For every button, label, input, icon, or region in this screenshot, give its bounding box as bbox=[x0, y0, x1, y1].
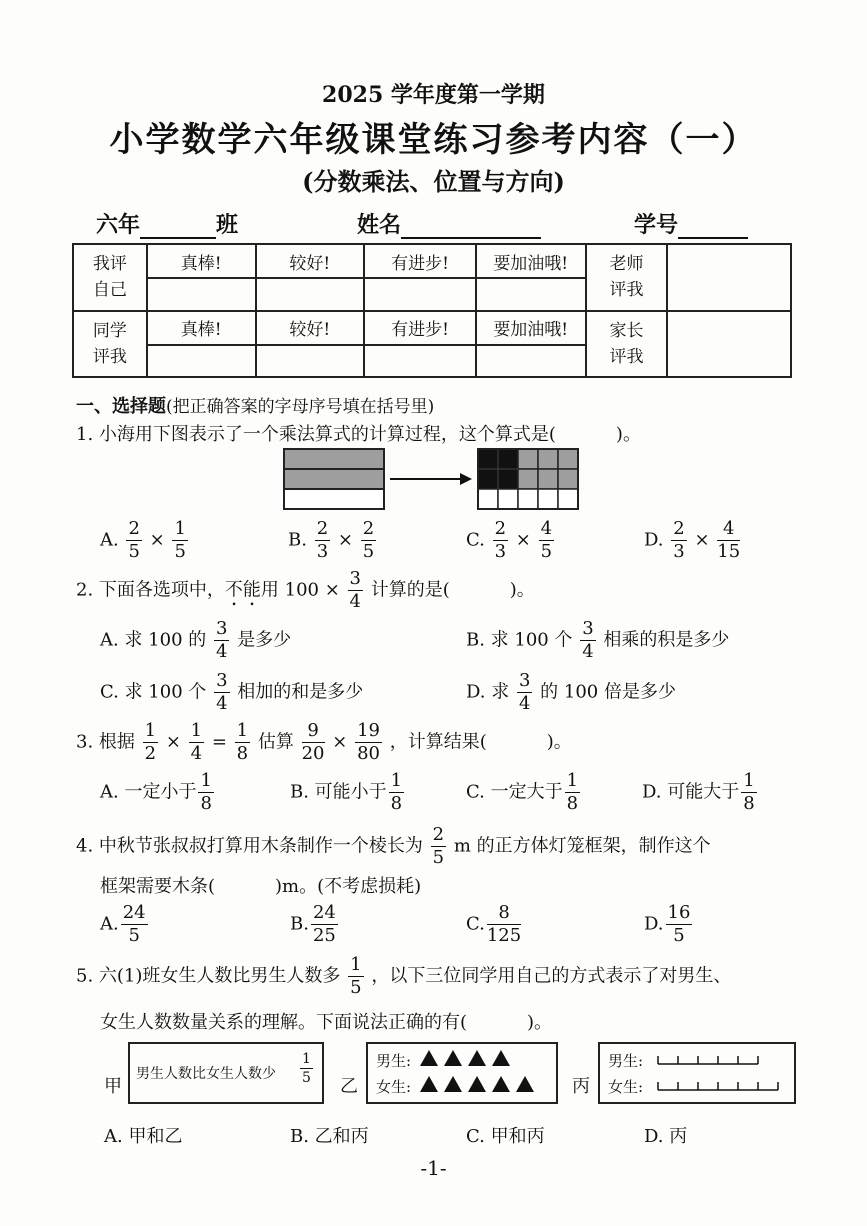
right-grid bbox=[478, 449, 578, 509]
q2-option-d[interactable] bbox=[466, 672, 676, 713]
q2-b-text1: B. 求 100 个 bbox=[466, 629, 573, 651]
name-field bbox=[357, 208, 541, 239]
q3-text-b: 估算 bbox=[257, 731, 294, 753]
self-eval-text: 我评 自己 bbox=[92, 254, 127, 301]
q1-text: 1. 小海用下图表示了一个乘法算式的计算过程，这个算式是( bbox=[76, 424, 556, 445]
self-check-3[interactable] bbox=[364, 278, 476, 311]
triangle-icon bbox=[420, 1050, 438, 1066]
year-term: 2025 学年度第一学期 bbox=[322, 82, 545, 108]
q4-b-label: B. bbox=[290, 913, 309, 935]
q2-b-frac: $\frac{3}{4}$ bbox=[582, 618, 594, 662]
q1-b-frac1: $\frac{2}{3}$ bbox=[316, 518, 329, 562]
question-3 bbox=[76, 722, 572, 763]
section-number: 一、选择题 bbox=[76, 396, 166, 417]
bing-girl-label: 女生: bbox=[608, 1078, 644, 1096]
girl-segment-bar bbox=[658, 1082, 778, 1090]
q3-frac4: $\frac{9}{20}$ bbox=[301, 720, 325, 764]
page-subtitle: (分数乘法、位置与方向) bbox=[302, 167, 565, 196]
q4-option-c[interactable] bbox=[466, 904, 523, 945]
q4-c-label: C. bbox=[466, 913, 485, 935]
peer-check-3[interactable] bbox=[364, 345, 476, 378]
q4-option-b[interactable] bbox=[290, 904, 340, 945]
q4-option-d[interactable] bbox=[644, 904, 694, 945]
q1-c-frac1: $\frac{2}{3}$ bbox=[494, 518, 507, 562]
q1-b-op: × bbox=[337, 529, 353, 551]
grade-label: 六年 bbox=[96, 212, 141, 238]
self-check-1[interactable] bbox=[147, 278, 256, 311]
teacher-eval-cell[interactable] bbox=[667, 244, 791, 311]
left-strip-1 bbox=[284, 449, 384, 469]
name-label: 姓名 bbox=[357, 212, 402, 238]
q1-c-frac2: $\frac{4}{5}$ bbox=[540, 518, 553, 562]
question-1 bbox=[76, 420, 641, 446]
q1-a-op: × bbox=[149, 529, 165, 551]
peer-level-1: 真棒! bbox=[147, 311, 256, 345]
q1-end: )。 bbox=[615, 424, 641, 445]
arrow-head bbox=[460, 473, 472, 485]
q1-a-frac2: $\frac{1}{5}$ bbox=[174, 518, 186, 562]
peer-level-4: 要加油哦! bbox=[476, 311, 586, 345]
bing-label: 丙 bbox=[572, 1076, 590, 1097]
q4-text-a: 4. 中秋节张叔叔打算用木条制作一个棱长为 bbox=[76, 835, 423, 857]
q3-a-text: A. 一定小于 bbox=[100, 781, 197, 803]
parent-eval-text: 家长 评我 bbox=[609, 320, 644, 367]
q3-end: )。 bbox=[546, 731, 572, 753]
q2-a-text2: 是多少 bbox=[237, 629, 292, 651]
q3-c-frac: $\frac{1}{8}$ bbox=[566, 770, 579, 814]
q3-frac1: $\frac{1}{2}$ bbox=[144, 720, 157, 764]
yi-boy-label: 男生: bbox=[376, 1052, 412, 1070]
boy-segment-bar bbox=[658, 1056, 758, 1064]
q3-b-frac: $\frac{1}{8}$ bbox=[390, 770, 403, 814]
q2-text-a: 2. 下面各选项中， bbox=[76, 579, 225, 601]
q3-option-a[interactable] bbox=[100, 772, 216, 813]
q3-c-text: C. 一定大于 bbox=[466, 781, 563, 803]
triangle-icon bbox=[516, 1076, 534, 1092]
self-check-4[interactable] bbox=[476, 278, 586, 311]
peer-check-4[interactable] bbox=[476, 345, 586, 378]
q5-option-b[interactable]: B. 乙和丙 bbox=[290, 1126, 369, 1147]
q2-a-frac: $\frac{3}{4}$ bbox=[215, 618, 228, 662]
peer-level-2: 较好! bbox=[256, 311, 365, 345]
q2-a-text1: A. 求 100 的 bbox=[100, 629, 207, 651]
q4-b-frac: $\frac{24}{25}$ bbox=[312, 902, 336, 946]
bing-box bbox=[598, 1042, 796, 1104]
class-label: 班 bbox=[216, 212, 239, 238]
question-5-line2 bbox=[100, 1008, 552, 1034]
q3-frac5: $\frac{19}{80}$ bbox=[357, 720, 380, 764]
jia-frac: $\frac{1}{5}$ bbox=[302, 1051, 311, 1086]
q3-eq: = bbox=[211, 731, 227, 753]
id-label: 学号 bbox=[634, 212, 679, 238]
q1-d-frac2: $\frac{4}{15}$ bbox=[717, 518, 741, 562]
q1-d-frac1: $\frac{2}{3}$ bbox=[673, 518, 685, 562]
yi-girl-label: 女生: bbox=[376, 1078, 412, 1096]
triangle-icon bbox=[468, 1076, 486, 1092]
yi-girl-row bbox=[376, 1076, 540, 1097]
q4-a-frac: $\frac{24}{5}$ bbox=[122, 902, 146, 946]
q2-b-text2: 相乘的积是多少 bbox=[603, 629, 730, 651]
grade-field bbox=[96, 208, 238, 239]
yi-label: 乙 bbox=[340, 1076, 358, 1097]
q3-text-a: 3. 根据 bbox=[76, 731, 135, 753]
q2-d-text1: D. 求 bbox=[466, 681, 510, 703]
yi-boy-triangles bbox=[420, 1052, 516, 1070]
q1-d-op: × bbox=[694, 529, 710, 551]
bing-boy-label: 男生: bbox=[608, 1052, 644, 1070]
q3-frac3: $\frac{1}{8}$ bbox=[236, 720, 249, 764]
peer-check-1[interactable] bbox=[147, 345, 256, 378]
q5-text-b: ，以下三位同学用自己的方式表示了对男生、 bbox=[371, 965, 732, 987]
peer-level-3: 有进步! bbox=[364, 311, 476, 345]
peer-eval-text: 同学 评我 bbox=[92, 320, 127, 367]
q2-d-text2: 的 100 倍是多少 bbox=[540, 681, 676, 703]
self-check-2[interactable] bbox=[256, 278, 365, 311]
q5-line2-b: )。 bbox=[527, 1012, 553, 1033]
q2-option-a[interactable] bbox=[100, 620, 291, 661]
q3-option-b[interactable] bbox=[290, 772, 406, 813]
q2-text-d: 计算的是( bbox=[370, 579, 450, 601]
q3-frac2: $\frac{1}{4}$ bbox=[190, 720, 203, 764]
section-instruction: (把正确答案的字母序号填在括号里) bbox=[166, 397, 435, 417]
id-field bbox=[634, 208, 748, 239]
q4-d-frac: $\frac{16}{5}$ bbox=[667, 902, 691, 946]
question-4 bbox=[76, 826, 711, 867]
jia-text: 男生人数比女生人数少 bbox=[136, 1066, 276, 1082]
q5-frac: $\frac{1}{5}$ bbox=[350, 954, 362, 998]
self-level-3: 有进步! bbox=[364, 244, 476, 278]
q5-text-a: 5. 六(1)班女生人数比男生人数多 bbox=[76, 965, 341, 987]
q5-option-a[interactable]: A. 甲和乙 bbox=[104, 1126, 183, 1147]
q5-option-c[interactable]: C. 甲和丙 bbox=[466, 1126, 545, 1147]
triangle-icon bbox=[444, 1050, 462, 1066]
page-title: 小学数学六年级课堂练习参考内容（一） bbox=[109, 120, 758, 160]
q5-option-d[interactable]: D. 丙 bbox=[644, 1126, 688, 1147]
triangle-icon bbox=[468, 1050, 486, 1066]
q3-option-c[interactable] bbox=[466, 772, 582, 813]
q1-option-b[interactable] bbox=[288, 520, 378, 561]
yi-girl-triangles bbox=[420, 1078, 540, 1096]
q2-frac: $\frac{3}{4}$ bbox=[349, 568, 361, 612]
q3-d-frac: $\frac{1}{8}$ bbox=[743, 770, 755, 814]
q1-c-label: C. bbox=[466, 529, 485, 551]
left-strip-2 bbox=[284, 469, 384, 489]
triangle-icon bbox=[444, 1076, 462, 1092]
self-level-1: 真棒! bbox=[147, 244, 256, 278]
peer-check-2[interactable] bbox=[256, 345, 365, 378]
q3-d-text: D. 可能大于 bbox=[642, 781, 740, 803]
q2-c-text1: C. 求 100 个 bbox=[100, 681, 207, 703]
evaluation-table bbox=[72, 243, 792, 378]
q2-c-frac: $\frac{3}{4}$ bbox=[216, 670, 228, 714]
q2-option-b[interactable] bbox=[466, 620, 729, 661]
q3-times2: × bbox=[332, 731, 348, 753]
q4-text-b: m 的正方体灯笼框架，制作这个 bbox=[453, 835, 711, 857]
question-4-line2 bbox=[100, 872, 421, 898]
q4-line2-a: 框架需要木条( bbox=[100, 876, 216, 897]
peer-eval-label bbox=[73, 311, 147, 378]
teacher-eval-label bbox=[586, 244, 668, 311]
triangle-icon bbox=[492, 1076, 510, 1092]
id-blank[interactable] bbox=[678, 215, 748, 239]
q2-emphasis: 不能 bbox=[224, 579, 261, 601]
yi-boy-row bbox=[376, 1050, 516, 1071]
self-level-4: 要加油哦! bbox=[476, 244, 586, 278]
jia-box bbox=[128, 1042, 324, 1104]
parent-eval-cell[interactable] bbox=[667, 311, 791, 378]
q4-line2-b: )m。(不考虑损耗) bbox=[275, 876, 422, 897]
page-number: -1- bbox=[420, 1156, 447, 1180]
q4-option-a[interactable] bbox=[100, 904, 150, 945]
q4-d-label: D. bbox=[644, 913, 664, 935]
q1-c-op: × bbox=[515, 529, 531, 551]
q1-a-label: A. bbox=[100, 529, 119, 551]
jia-label: 甲 bbox=[104, 1076, 122, 1097]
q3-times1: × bbox=[165, 731, 181, 753]
question-5 bbox=[76, 956, 731, 997]
bing-segments bbox=[656, 1050, 788, 1098]
left-strip-3 bbox=[284, 489, 384, 509]
q3-a-frac: $\frac{1}{8}$ bbox=[200, 770, 212, 814]
name-blank[interactable] bbox=[401, 215, 541, 239]
q4-c-frac: $\frac{8}{125}$ bbox=[486, 902, 522, 946]
q1-a-frac1: $\frac{2}{5}$ bbox=[128, 518, 140, 562]
q1-b-frac2: $\frac{2}{5}$ bbox=[362, 518, 375, 562]
q1-option-a[interactable] bbox=[100, 520, 190, 561]
q1-option-c[interactable] bbox=[466, 520, 556, 561]
q2-text-c: 用 100 × bbox=[260, 579, 340, 601]
q1-d-label: D. bbox=[644, 529, 664, 551]
q4-frac: $\frac{2}{5}$ bbox=[432, 824, 445, 868]
q1-option-d[interactable] bbox=[644, 520, 742, 561]
q1-diagram bbox=[280, 446, 582, 514]
yi-box bbox=[366, 1042, 558, 1104]
question-2 bbox=[76, 570, 535, 611]
q4-a-label: A. bbox=[100, 913, 119, 935]
q1-b-label: B. bbox=[288, 529, 307, 551]
class-blank[interactable] bbox=[140, 215, 216, 239]
q3-b-text: B. 可能小于 bbox=[290, 781, 387, 803]
triangle-icon bbox=[492, 1050, 510, 1066]
q2-c-text2: 相加的和是多少 bbox=[237, 681, 364, 703]
q3-option-d[interactable] bbox=[642, 772, 759, 813]
teacher-eval-text: 老师 评我 bbox=[609, 254, 644, 301]
q2-end: )。 bbox=[509, 579, 535, 601]
q2-option-c[interactable] bbox=[100, 672, 363, 713]
q5-line2-a: 女生人数数量关系的理解。下面说法正确的有( bbox=[100, 1012, 468, 1033]
parent-eval-label bbox=[586, 311, 668, 378]
section-heading bbox=[76, 392, 434, 418]
q2-d-frac: $\frac{3}{4}$ bbox=[518, 670, 531, 714]
self-level-2: 较好! bbox=[256, 244, 365, 278]
q3-text-c: ，计算结果( bbox=[389, 731, 487, 753]
self-eval-label bbox=[73, 244, 147, 311]
triangle-icon bbox=[420, 1076, 438, 1092]
